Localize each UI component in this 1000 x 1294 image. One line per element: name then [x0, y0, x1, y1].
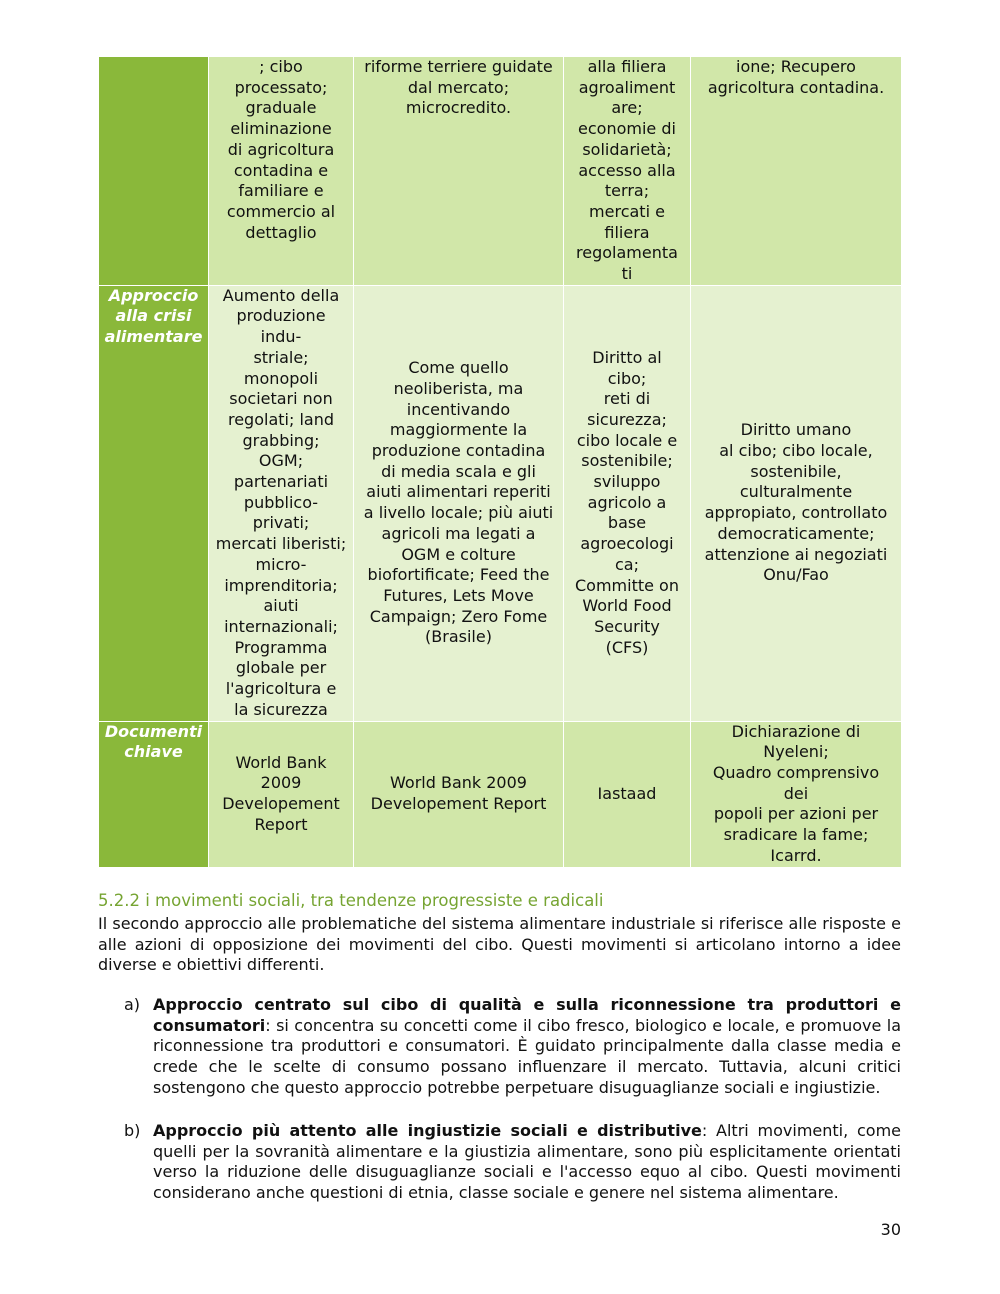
cell-col4: ione; Recupero agricoltura contadina. — [691, 57, 902, 286]
section-heading: 5.2.2 i movimenti sociali, tra tendenze progressiste e radicali — [98, 891, 604, 910]
table-row-documenti — [99, 721, 902, 867]
list-body: : si concentra su concetti come il cibo fresco, biologico e locale, e promuove la riconnessione tra produttori e consumatori. È guidato principalmente dalla classe media e crede che le scelte di consumo possano influenzare il mercato. Tuttavia, alcuni critici sostengono che questo approccio potrebbe perpetuare disuguaglianze sociali e ingiustizie. — [153, 1015, 901, 1097]
cell-col3: alla filiera agroaliment are; economie di solidarietà; accesso alla terra; mercati e filiera regolamenta ti — [564, 57, 691, 286]
cell-col4: Dichiarazione di Nyeleni; Quadro comprensivo dei popoli per azioni per sradicare la fame; Icarrd. — [691, 721, 902, 867]
cell-col2: riforme terriere guidate dal mercato; microcredito. — [354, 57, 564, 286]
table-row-continued — [99, 57, 902, 286]
list-marker: a) — [124, 995, 141, 1014]
cell-col1: ; cibo processato; graduale eliminazione di agricoltura contadina e familiare e commercio al dettaglio — [209, 57, 354, 286]
cell-col4: Diritto umano al cibo; cibo locale, sostenibile, culturalmente appropiato, controllato democraticamente; attenzione ai negoziati Onu/Fao — [691, 285, 902, 721]
list-text — [153, 995, 901, 1099]
cell-col2: World Bank 2009 Developement Report — [354, 721, 564, 867]
comparison-table — [98, 56, 902, 868]
list-bold: Approccio centrato sul cibo di qualità e sulla riconnessione tra produttori e consumatori — [153, 995, 901, 1035]
row-label-empty — [99, 57, 209, 286]
list-item-a — [124, 995, 901, 1099]
list-bold: Approccio più attento alle ingiustizie sociali e distributive — [153, 1121, 702, 1140]
row-label-documenti: Documenti chiave — [99, 721, 209, 867]
cell-col3: Iastaad — [564, 721, 691, 867]
table-row-approccio — [99, 285, 902, 721]
list-body: : Altri movimenti, come quelli per la sovranità alimentare e la giustizia alimentare, sono più esplicitamente orientati verso la riduzione delle disuguaglianze sociali e l'accesso equo al cibo. Questi movimenti considerano anche questioni di etnia, classe sociale e genere nel sistema alimentare. — [153, 1121, 902, 1203]
list-text — [153, 1121, 901, 1204]
list-marker: b) — [124, 1121, 141, 1140]
cell-col1: World Bank 2009 Developement Report — [209, 721, 354, 867]
cell-col2: Come quello neoliberista, ma incentivando maggiormente la produzione contadina di media scala e gli aiuti alimentari reperiti a livello locale; più aiuti agricoli ma legati a OGM e colture biofortificate; Feed the Futures, Lets Move Campaign; Zero Fome (Brasile) — [354, 285, 564, 721]
page-number: 30 — [880, 1220, 901, 1239]
cell-col1: Aumento della produzione indu- striale; monopoli societari non regolati; land grabbing; OGM; partenariati pubblico- privati; mercati liberisti; micro- imprenditoria; aiuti internazionali; Programma globale per l'agricoltura e la sicurezza — [209, 285, 354, 721]
row-label-approccio: Approccio alla crisi alimentare — [99, 285, 209, 721]
section-intro: Il secondo approccio alle problematiche del sistema alimentare industriale si riferisce alle risposte e alle azioni di opposizione dei movimenti del cibo. Questi movimenti si articolano intorno a idee diverse e obiettivi differenti. — [98, 914, 901, 975]
cell-col3: Diritto al cibo; reti di sicurezza; cibo locale e sostenibile; sviluppo agricolo a base agroecologi ca; Committe on World Food Security (CFS) — [564, 285, 691, 721]
list-item-b — [124, 1121, 901, 1204]
